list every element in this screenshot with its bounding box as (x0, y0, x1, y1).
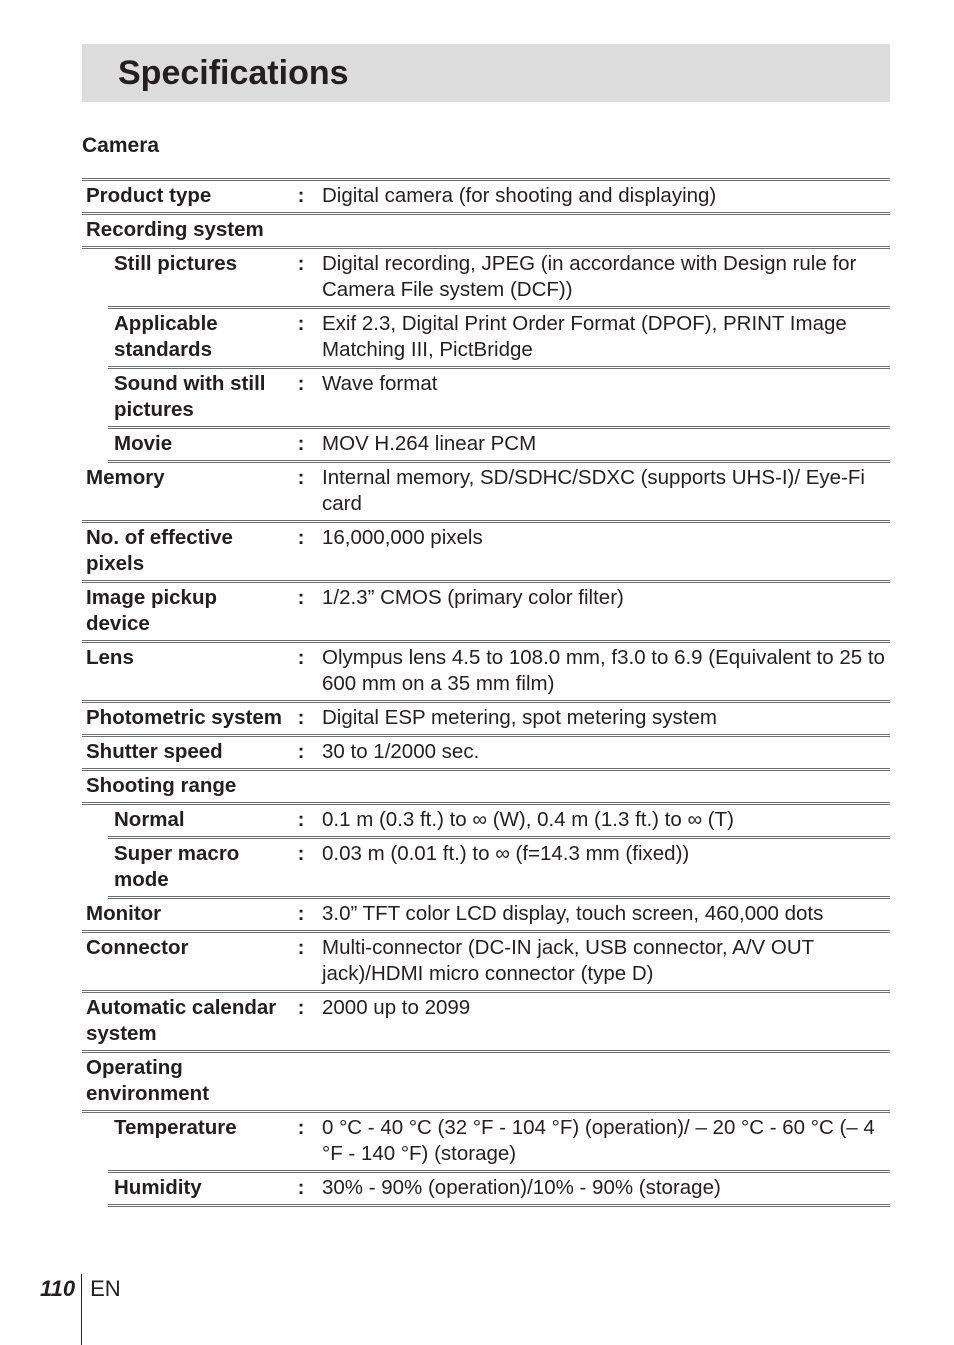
spec-row (108, 369, 890, 429)
spec-row (108, 429, 890, 463)
spec-row (108, 839, 890, 899)
spec-separator: : (297, 902, 305, 925)
spec-separator: : (297, 432, 305, 455)
spec-value: 30 to 1/2000 sec. (322, 740, 480, 763)
spec-label: Automatic calendar system (86, 996, 277, 1045)
spec-value: 16,000,000 pixels (322, 526, 483, 549)
spec-row (82, 181, 890, 215)
spec-label: Operating environment (86, 1056, 210, 1105)
spec-value: Wave format (322, 372, 438, 395)
spec-separator: : (297, 184, 305, 207)
spec-value: Olympus lens 4.5 to 108.0 mm, f3.0 to 6.9 (Equivalent to 25 to 600 mm on a 35 mm film) (322, 646, 885, 695)
spec-row (108, 1113, 890, 1173)
language-label: EN (90, 1276, 121, 1301)
spec-separator: : (297, 808, 305, 831)
spec-label: Connector (86, 936, 189, 959)
spec-separator: : (297, 996, 305, 1019)
spec-row (82, 1053, 890, 1113)
spec-value: Digital camera (for shooting and displaying) (322, 184, 717, 207)
spec-separator: : (297, 372, 305, 395)
spec-value: Digital recording, JPEG (in accordance with Design rule for Camera File system (DCF)) (322, 252, 857, 301)
spec-label: Humidity (114, 1176, 202, 1199)
spec-label: Product type (86, 184, 212, 207)
spec-value (316, 771, 890, 802)
spec-separator: : (297, 312, 305, 335)
spec-label: Recording system (86, 218, 264, 241)
spec-label: Movie (114, 432, 173, 455)
spec-row (108, 309, 890, 369)
spec-table (82, 178, 890, 1207)
spec-label: Super macro mode (114, 842, 240, 891)
spec-separator: : (297, 252, 305, 275)
spec-row (108, 249, 890, 309)
spec-separator (286, 1053, 316, 1110)
spec-value: 1/2.3” CMOS (primary color filter) (322, 586, 624, 609)
spec-separator: : (297, 740, 305, 763)
page-title: Specifications (118, 54, 349, 92)
spec-separator (286, 771, 316, 802)
spec-value: 3.0” TFT color LCD display, touch screen, 460,000 dots (322, 902, 824, 925)
spec-separator: : (297, 936, 305, 959)
spec-separator: : (297, 586, 305, 609)
spec-separator: : (297, 1176, 305, 1199)
spec-row (108, 1173, 890, 1207)
spec-row (82, 933, 890, 993)
spec-separator: : (297, 466, 305, 489)
spec-label: Memory (86, 466, 165, 489)
spec-value: 0 °C - 40 °C (32 °F - 104 °F) (operation)/ – 20 °C - 60 °C (– 4 °F - 140 °F) (storage) (322, 1116, 875, 1165)
spec-label: Sound with still pictures (114, 372, 266, 421)
spec-row (82, 993, 890, 1053)
spec-value: Multi-connector (DC-IN jack, USB connector, A/V OUT jack)/HDMI micro connector (type D) (322, 936, 814, 985)
spec-label: Temperature (114, 1116, 237, 1139)
spec-row (108, 805, 890, 839)
spec-separator: : (297, 842, 305, 865)
spec-label: No. of effective pixels (86, 526, 233, 575)
spec-separator: : (297, 706, 305, 729)
section-heading-camera: Camera (82, 134, 160, 157)
spec-label: Lens (86, 646, 134, 669)
spec-value (316, 1053, 890, 1110)
spec-row (82, 523, 890, 583)
spec-row (82, 215, 890, 249)
spec-value: Digital ESP metering, spot metering system (322, 706, 717, 729)
spec-row (82, 899, 890, 933)
spec-value: Exif 2.3, Digital Print Order Format (DPOF), PRINT Image Matching III, PictBridge (322, 312, 847, 361)
page-number: 110 (40, 1276, 76, 1301)
spec-row (82, 463, 890, 523)
spec-value: 30% - 90% (operation)/10% - 90% (storage) (322, 1176, 721, 1199)
spec-label: Photometric system (86, 706, 282, 729)
spec-label: Still pictures (114, 252, 238, 275)
spec-value: 0.1 m (0.3 ft.) to ∞ (W), 0.4 m (1.3 ft.) to ∞ (T) (322, 808, 734, 831)
spec-label: Applicable standards (114, 312, 218, 361)
page-footer (40, 1274, 121, 1345)
spec-row (82, 583, 890, 643)
spec-value: MOV H.264 linear PCM (322, 432, 537, 455)
spec-label: Image pickup device (86, 586, 218, 635)
spec-label: Monitor (86, 902, 162, 925)
spec-value: 2000 up to 2099 (322, 996, 471, 1019)
title-banner (82, 44, 890, 102)
spec-row (82, 643, 890, 703)
spec-row (82, 737, 890, 771)
spec-label: Shutter speed (86, 740, 223, 763)
spec-value (316, 215, 890, 246)
spec-row (82, 771, 890, 805)
spec-separator: : (297, 646, 305, 669)
spec-separator (286, 215, 316, 246)
spec-label: Normal (114, 808, 185, 831)
spec-value: Internal memory, SD/SDHC/SDXC (supports UHS-I)/ Eye-Fi card (322, 466, 865, 515)
spec-value: 0.03 m (0.01 ft.) to ∞ (f=14.3 mm (fixed)) (322, 842, 690, 865)
spec-separator: : (297, 526, 305, 549)
spec-row (82, 703, 890, 737)
spec-separator: : (297, 1116, 305, 1139)
spec-label: Shooting range (86, 774, 237, 797)
